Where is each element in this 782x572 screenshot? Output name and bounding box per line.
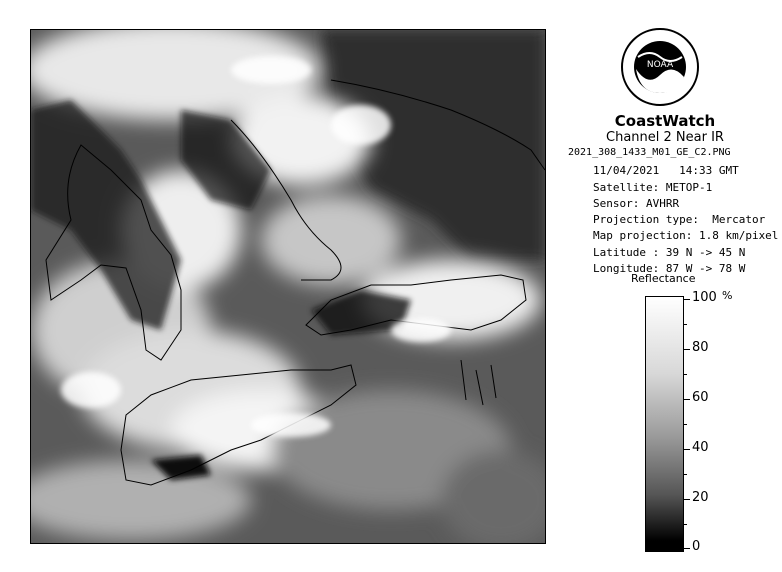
projection-label: Projection type: Mercator xyxy=(593,213,766,226)
colorbar-minor-tick xyxy=(683,324,687,325)
colorbar-tick xyxy=(683,399,690,400)
colorbar-minor-tick xyxy=(683,474,687,475)
colorbar-tick xyxy=(683,349,690,350)
noaa-logo xyxy=(620,27,700,107)
colorbar-tick-label: 20 xyxy=(692,490,709,505)
latitude-label: Latitude : 39 N -> 45 N xyxy=(593,246,746,259)
colorbar-minor-tick xyxy=(683,524,687,525)
colorbar-tick-label: 60 xyxy=(692,390,709,405)
sensor-label: Sensor: AVHRR xyxy=(593,197,680,210)
colorbar-tick xyxy=(683,548,690,549)
legend-unit: % xyxy=(722,289,733,302)
colorbar-tick-label: 0 xyxy=(692,539,701,554)
satellite-label: Satellite: METOP-1 xyxy=(593,181,713,194)
colorbar-minor-tick xyxy=(683,374,687,375)
colorbar-minor-tick xyxy=(683,424,687,425)
datetime-label: 11/04/2021 14:33 GMT xyxy=(593,164,739,177)
logo-text: NOAA xyxy=(646,60,674,70)
map-projection-label: Map projection: 1.8 km/pixel xyxy=(593,229,779,242)
reflectance-colorbar xyxy=(645,296,684,552)
filename-label: 2021_308_1433_M01_GE_C2.PNG xyxy=(568,147,731,158)
channel-label: Channel 2 Near IR xyxy=(606,130,724,145)
satellite-image xyxy=(31,30,545,543)
satellite-image-panel xyxy=(30,29,546,544)
longitude-label: Longitude: 87 W -> 78 W xyxy=(593,262,746,275)
colorbar-tick-label: 40 xyxy=(692,440,709,455)
legend-title: Reflectance xyxy=(631,272,696,285)
colorbar-tick xyxy=(683,449,690,450)
colorbar-tick-label: 80 xyxy=(692,340,709,355)
colorbar-tick xyxy=(683,299,690,300)
colorbar-tick-label: 100 xyxy=(692,290,717,305)
brand-title: CoastWatch xyxy=(614,112,716,130)
colorbar-tick xyxy=(683,499,690,500)
